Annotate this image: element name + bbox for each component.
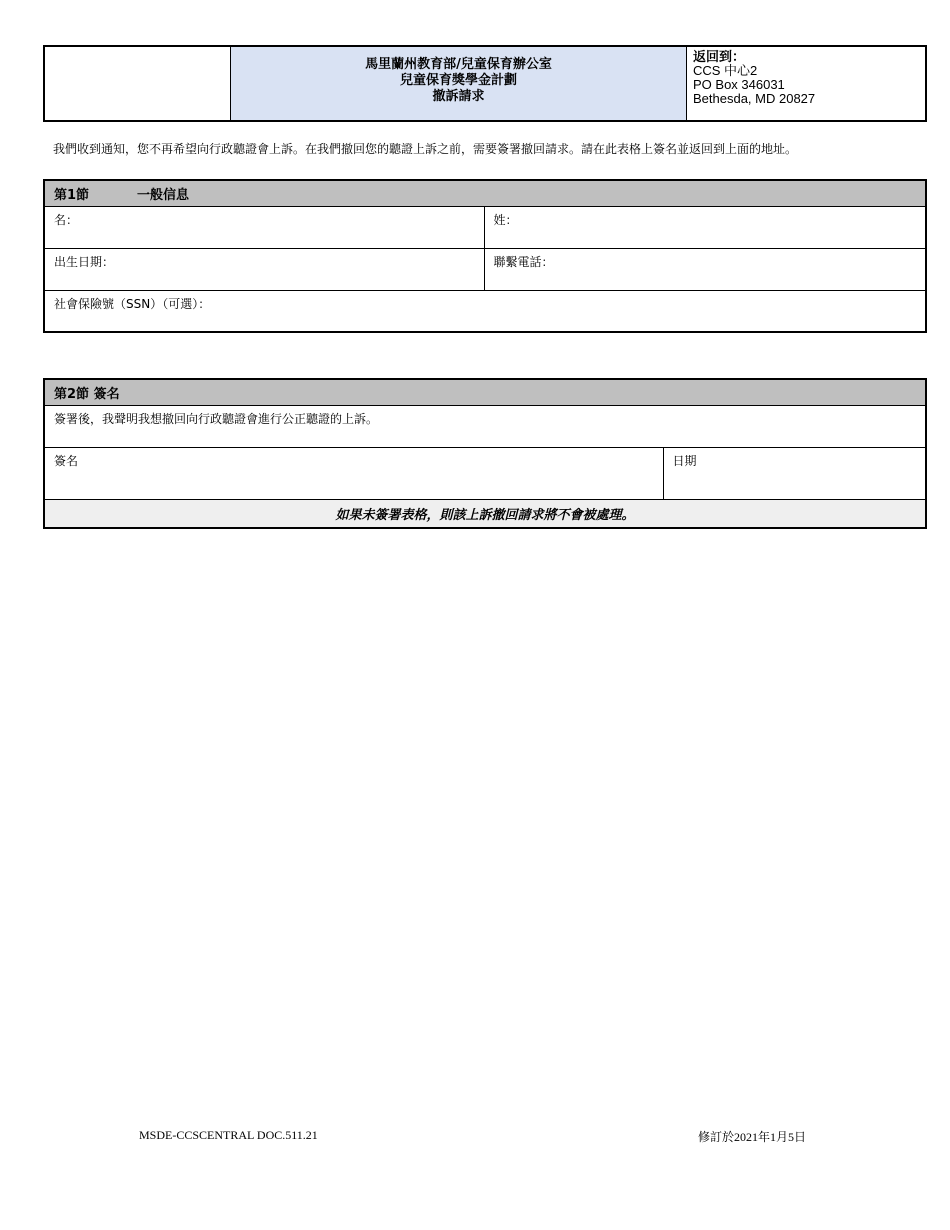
return-line-1: CCS 中心2 — [693, 63, 758, 78]
document-code: MSDE-CCSCENTRAL DOC.511.21 — [139, 1128, 318, 1142]
phone-label: 聯繫電話： — [493, 255, 554, 269]
ssn-label: 社會保險號（SSN）（可選）： — [54, 297, 211, 311]
date-label: 日期 — [672, 454, 697, 468]
return-address-cell — [687, 46, 927, 121]
dob-field[interactable] — [44, 249, 484, 291]
program-name: 兒童保育獎學金計劃 — [399, 73, 517, 88]
return-line-3: Bethesda, MD 20827 — [693, 91, 816, 106]
header-blank-cell — [44, 46, 231, 121]
section-2-header: 第2節 簽名 — [44, 379, 926, 406]
revision-date: 修訂於2021年1月5日 — [698, 1130, 807, 1144]
date-field[interactable] — [663, 448, 926, 500]
last-name-label: 姓： — [493, 213, 518, 227]
last-name-field[interactable] — [484, 207, 926, 249]
phone-field[interactable] — [484, 249, 926, 291]
dob-label: 出生日期： — [54, 255, 115, 269]
first-name-label: 名： — [54, 213, 79, 227]
signature-label: 簽名 — [54, 454, 79, 468]
form-title: 撤訴請求 — [432, 89, 485, 104]
section-1-header — [44, 180, 926, 207]
section-2-signature — [43, 378, 927, 529]
section-1-number: 第1節 — [54, 188, 90, 203]
org-name: 馬里蘭州教育部/兒童保育辦公室 — [365, 57, 552, 72]
return-label: 返回到： — [693, 49, 746, 64]
section-1-general-info — [43, 179, 927, 333]
declaration-text: 簽署後，我聲明我想撤回向行政聽證會進行公正聽證的上訴。 — [44, 406, 926, 448]
first-name-field[interactable] — [44, 207, 484, 249]
ssn-field[interactable] — [44, 291, 926, 332]
header-title-cell — [231, 46, 687, 121]
unsigned-notice: 如果未簽署表格，則該上訴撤回請求將不會被處理。 — [44, 500, 926, 529]
form-header — [43, 45, 927, 122]
section-1-title: 一般信息 — [137, 188, 190, 203]
intro-paragraph: 我們收到通知，您不再希望向行政聽證會上訴。在我們撤回您的聽證上訴之前，需要簽署撤回請求。請在此表格上簽名並返回到上面的地址。 — [53, 142, 798, 156]
return-line-2: PO Box 346031 — [693, 77, 785, 92]
signature-field[interactable] — [44, 448, 663, 500]
